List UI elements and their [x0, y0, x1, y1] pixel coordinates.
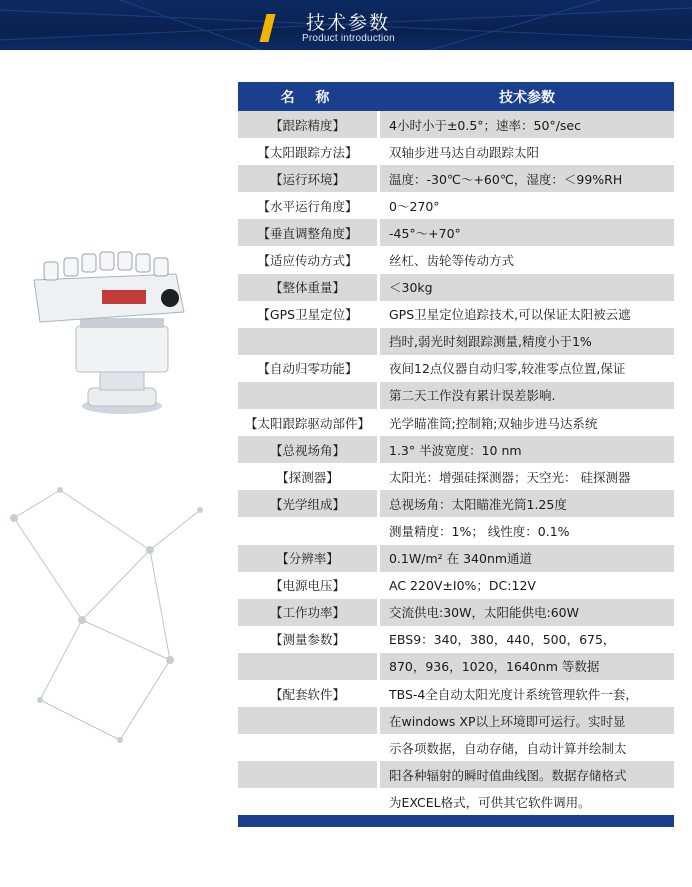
- row-name: 【水平运行角度】: [238, 192, 380, 219]
- table-row: [238, 545, 674, 572]
- row-value: 夜间12点仪器自动归零,较准零点位置,保证: [389, 361, 626, 377]
- row-value: 交流供电:30W，太阳能供电:60W: [380, 599, 674, 626]
- row-value: EBS9：340，380，440，500，675，: [389, 632, 616, 648]
- table-row: [238, 707, 674, 734]
- table-row: [238, 788, 674, 815]
- header-banner: [0, 0, 692, 50]
- table-row: [238, 761, 674, 788]
- table-row: [238, 680, 674, 707]
- row-value: 0～270°: [389, 198, 440, 214]
- row-value: 总视场角：太阳瞄准光筒1.25度: [380, 490, 674, 517]
- row-name: 【GPS卫星定位】: [238, 301, 380, 328]
- row-name: 【探测器】: [238, 463, 380, 490]
- page-title: 技术参数: [306, 12, 391, 34]
- table-footer-bar: [238, 815, 674, 827]
- row-name: [238, 734, 380, 761]
- spec-table: [238, 82, 674, 827]
- table-row: [238, 328, 674, 355]
- table-row: [238, 111, 674, 138]
- row-value: GPS卫星定位追踪技术,可以保证太阳被云遮: [389, 307, 631, 323]
- table-row: [238, 274, 674, 301]
- row-name: 【分辨率】: [238, 545, 380, 572]
- row-value: 第二天工作没有累计误差影响.: [380, 382, 674, 409]
- table-row: [238, 219, 674, 246]
- row-value: 0.1W/m² 在 340nm通道: [380, 545, 674, 572]
- header-spec: 技术参数: [499, 89, 555, 106]
- table-row: [238, 355, 674, 382]
- table-row: [238, 301, 674, 328]
- row-value: 测量精度：1%； 线性度：0.1%: [389, 523, 570, 539]
- row-name: 【太阳跟踪方法】: [238, 138, 380, 165]
- row-name: 【电源电压】: [238, 572, 380, 599]
- table-row: [238, 626, 674, 653]
- table-row: [238, 436, 674, 463]
- row-value: 在windows XP以上环境即可运行。实时显: [380, 707, 674, 734]
- table-row: [238, 165, 674, 192]
- table-row: [238, 382, 674, 409]
- row-value: -45°～+70°: [380, 219, 674, 246]
- row-name: [238, 517, 380, 544]
- table-row: [238, 734, 674, 761]
- table-row: [238, 572, 674, 599]
- row-name: [238, 382, 380, 409]
- row-name: 【太阳跟踪驱动部件】: [238, 409, 380, 436]
- row-value: ＜30kg: [380, 274, 674, 301]
- table-row: [238, 490, 674, 517]
- table-row: [238, 653, 674, 680]
- row-value: 为EXCEL格式，可供其它软件调用。: [389, 794, 591, 810]
- row-value: TBS-4全自动太阳光度计系统管理软件一套，: [389, 686, 638, 702]
- row-value: 丝杠、齿轮等传动方式: [389, 253, 515, 269]
- page-subtitle: Product introduction: [302, 33, 395, 44]
- row-value: 4小时小于±0.5°；速率：50°/sec: [380, 111, 674, 138]
- row-value: 1.3° 半波宽度：10 nm: [380, 436, 674, 463]
- table-row: [238, 192, 674, 219]
- row-name: 【跟踪精度】: [238, 111, 380, 138]
- table-header: [238, 82, 674, 111]
- row-value: 温度：-30℃～+60℃，湿度：＜99%RH: [380, 165, 674, 192]
- row-value: 870，936，1020，1640nm 等数据: [380, 653, 674, 680]
- row-value: AC 220V±I0%；DC:12V: [389, 578, 536, 594]
- header-name: 名 称: [280, 89, 338, 106]
- table-row: [238, 138, 674, 165]
- row-name: 【垂直调整角度】: [238, 219, 380, 246]
- row-value: 双轴步进马达自动跟踪太阳: [389, 144, 540, 160]
- row-name: 【光学组成】: [238, 490, 380, 517]
- row-name: 【整体重量】: [238, 274, 380, 301]
- table-row: [238, 599, 674, 626]
- row-value: 光学瞄准筒;控制箱;双轴步进马达系统: [389, 415, 598, 431]
- row-name: [238, 653, 380, 680]
- row-name: [238, 788, 380, 815]
- table-row: [238, 409, 674, 436]
- row-name: 【测量参数】: [238, 626, 380, 653]
- row-name: 【自动归零功能】: [238, 355, 380, 382]
- row-name: 【适应传动方式】: [238, 246, 380, 273]
- row-name: [238, 328, 380, 355]
- network-decoration: [0, 470, 238, 770]
- table-row: [238, 517, 674, 544]
- row-name: 【工作功率】: [238, 599, 380, 626]
- sun-tracker-device-image: [26, 238, 204, 420]
- row-value: 示各项数据，自动存储，自动计算并绘制太: [389, 740, 627, 756]
- table-row: [238, 246, 674, 273]
- row-name: [238, 707, 380, 734]
- row-name: 【运行环境】: [238, 165, 380, 192]
- table-row: [238, 463, 674, 490]
- row-name: 【总视场角】: [238, 436, 380, 463]
- row-value: 太阳光：增强硅探测器；天空光： 硅探测器: [389, 469, 631, 485]
- row-value: 挡时,弱光时刻跟踪测量,精度小于1%: [380, 328, 674, 355]
- row-value: 阳各种辐射的瞬时值曲线图。数据存储格式: [380, 761, 674, 788]
- row-name: 【配套软件】: [238, 680, 380, 707]
- row-name: [238, 761, 380, 788]
